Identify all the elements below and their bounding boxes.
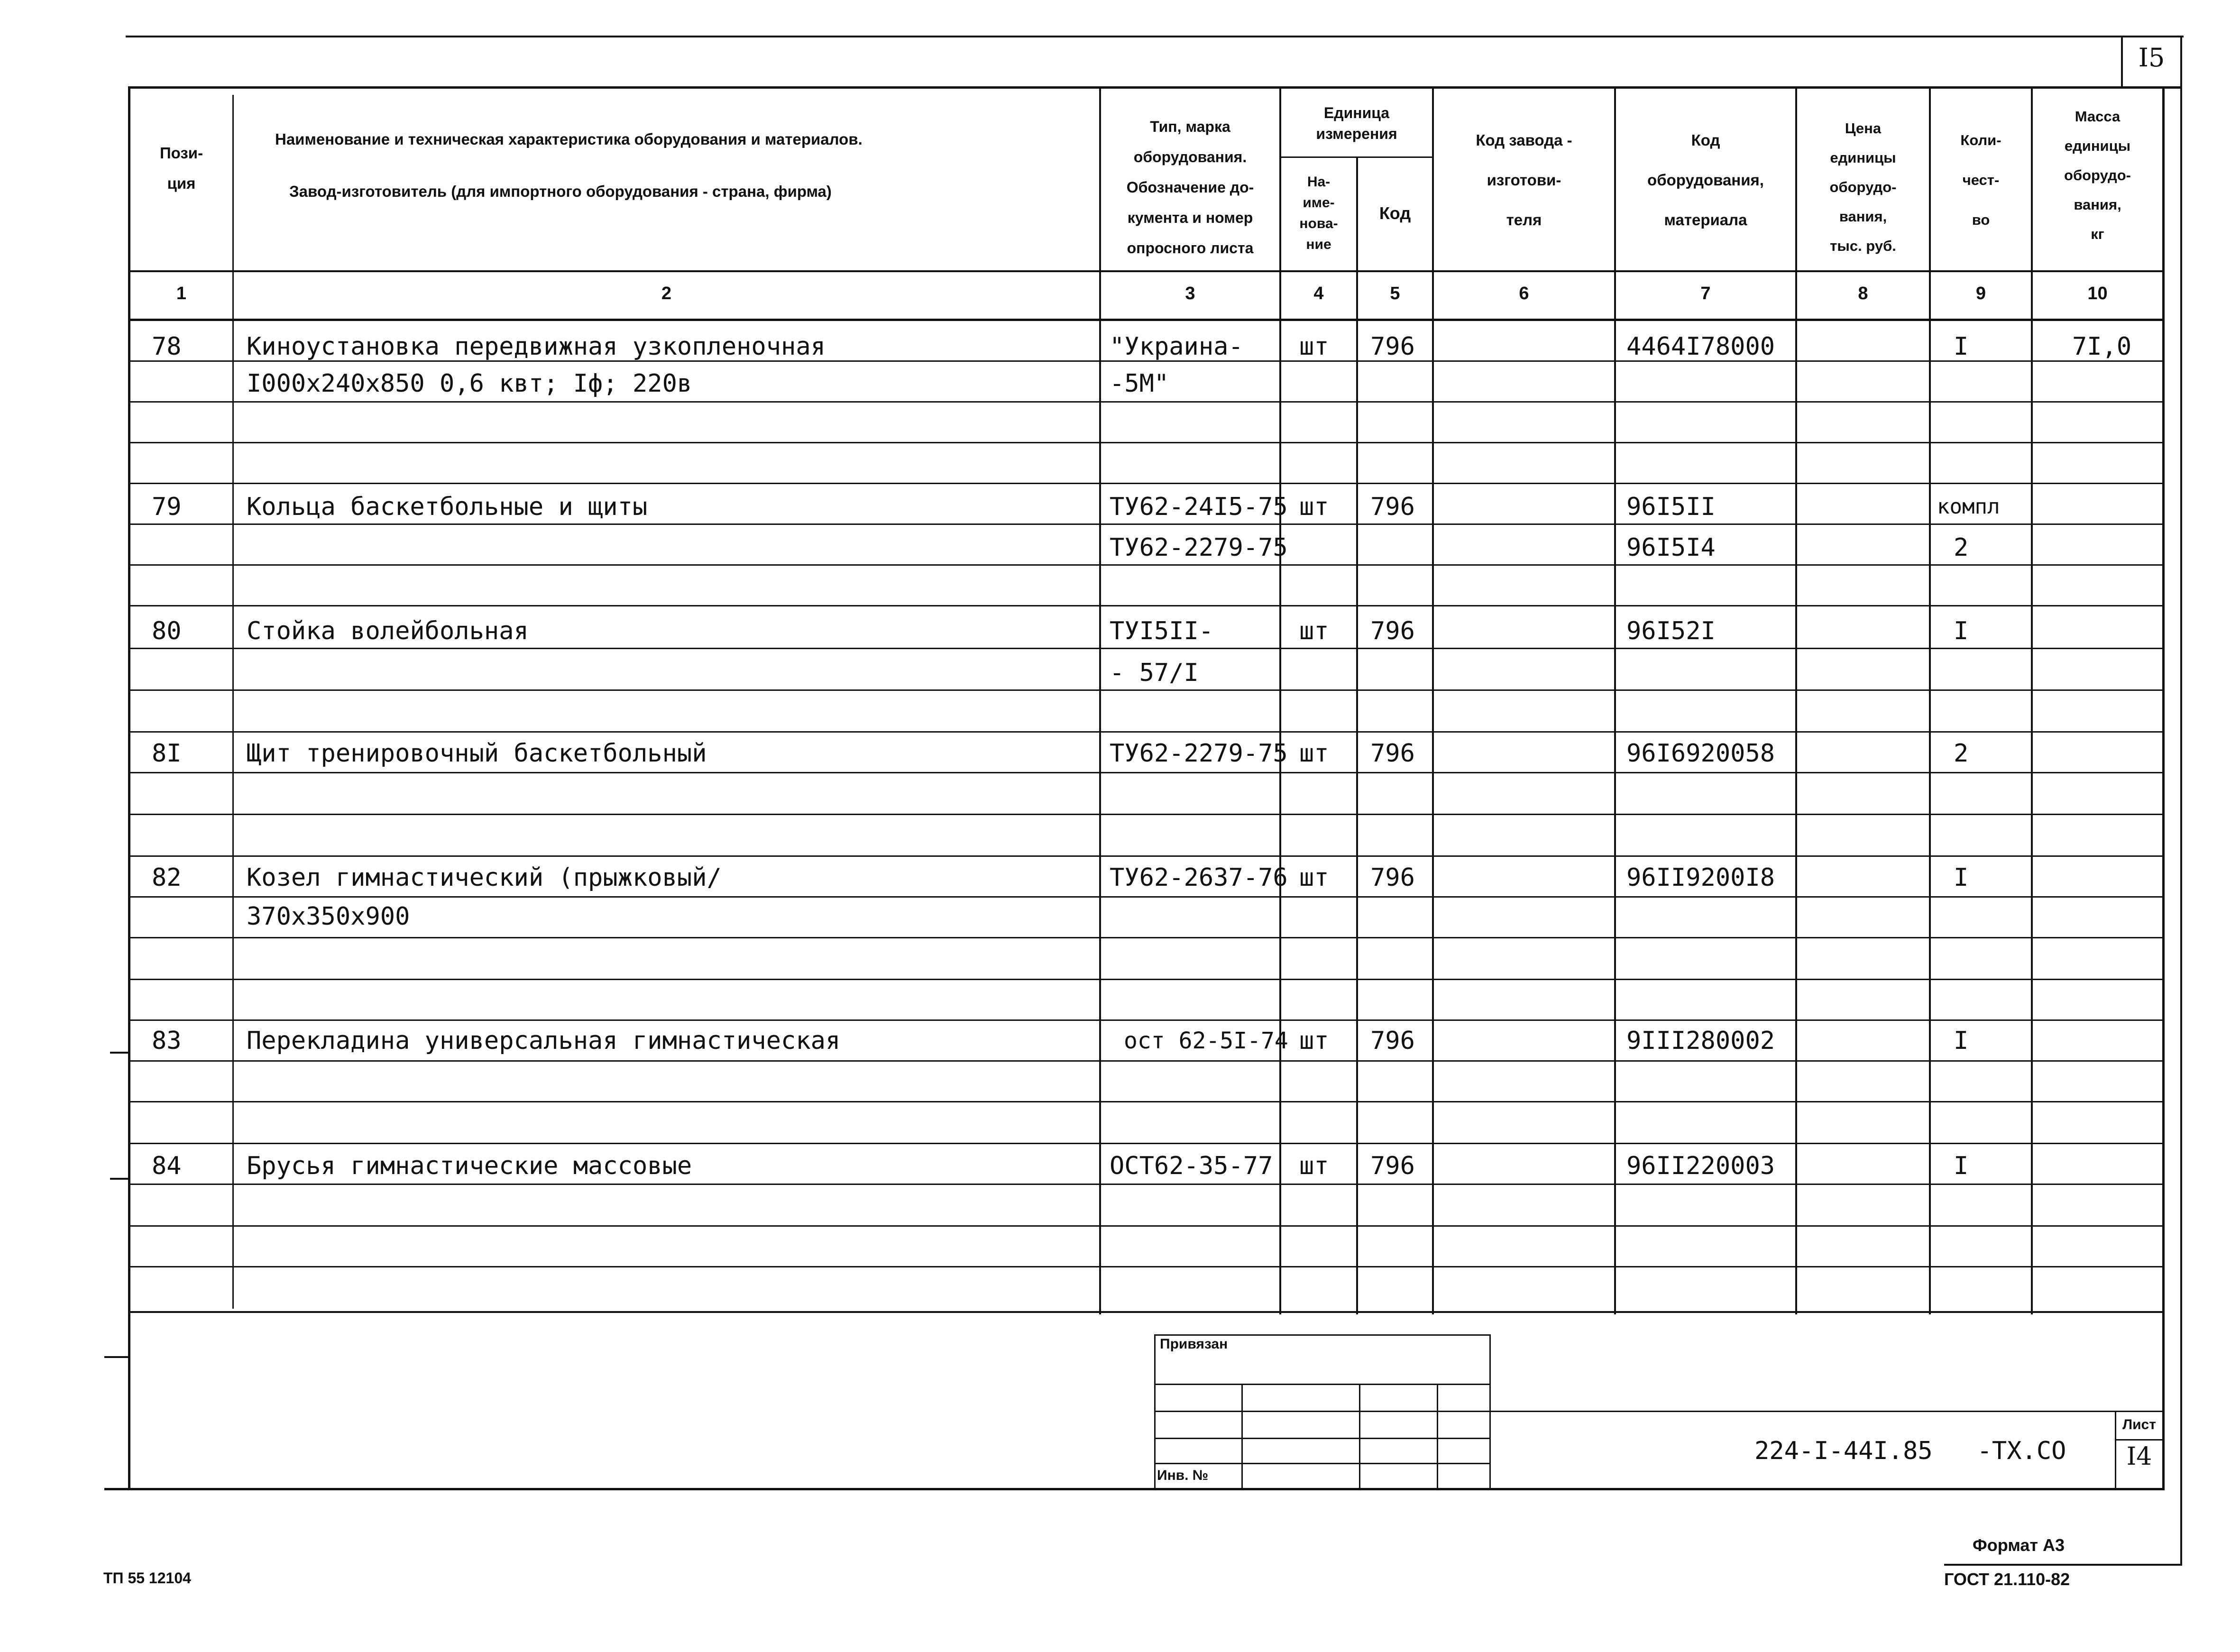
table-right-border: [2162, 86, 2165, 1490]
row-position: 79: [152, 493, 182, 521]
row-quantity: I: [1954, 863, 1969, 892]
row-material-code: 96II220003: [1626, 1152, 1775, 1180]
row-material-code: 96I52I: [1626, 617, 1716, 645]
header-bottom-line: [128, 270, 2165, 272]
page-number: I5: [2138, 43, 2165, 73]
col-line-6: [1614, 86, 1616, 1314]
row-material-code: 96I6920058: [1626, 739, 1775, 768]
header-unit-name: На- име- нова- ние: [1299, 174, 1338, 252]
header-name-line1: Наименование и техническая характеристика оборудования и материалов.: [275, 130, 863, 148]
row-unit: шт: [1299, 617, 1329, 645]
row-type: ост 62-5I-74: [1124, 1028, 1288, 1054]
sheet-box-line: [2115, 1439, 2165, 1441]
stamp-line: [1154, 1384, 1491, 1385]
row-position: 8I: [152, 739, 182, 768]
row-name: Щит тренировочный баскетбольный: [247, 739, 707, 768]
col-line-3: [1279, 86, 1281, 1314]
row-name: Стойка волейбольная: [247, 617, 529, 645]
row-unit: шт: [1299, 739, 1329, 768]
row-name: Брусья гимнастические массовые: [247, 1152, 692, 1180]
table-bottom-border: [104, 1488, 2165, 1490]
row-position: 84: [152, 1152, 182, 1180]
format-label: Формат А3: [1973, 1535, 2065, 1555]
row-name: 370x350x900: [247, 902, 410, 931]
row-material-code: 9III280002: [1626, 1027, 1775, 1055]
row-position: 78: [152, 332, 182, 361]
col-number: 8: [1858, 284, 1868, 303]
row-line: [128, 1225, 2165, 1227]
header-name-line2: Завод-изготовитель (для импортного оборудования - страна, фирма): [289, 183, 832, 200]
row-name: Кольца баскетбольные и щиты: [247, 493, 648, 521]
col-line-8: [1929, 86, 1931, 1314]
row-name: Киноустановка передвижная узкопленочная: [247, 332, 826, 361]
row-name: Перекладина универсальная гимнастическая: [247, 1027, 841, 1055]
unit-group-line: [1279, 156, 1432, 158]
stamp-vline: [1241, 1384, 1243, 1488]
top-rule: [126, 36, 2184, 37]
table-body-bottom: [128, 1311, 2165, 1313]
row-quantity: компл: [1937, 495, 2000, 519]
left-code: ТП 55 12104: [103, 1569, 191, 1587]
col-number: 5: [1390, 284, 1400, 303]
row-material-code: 96I5II: [1626, 493, 1716, 521]
row-position: 82: [152, 863, 182, 892]
row-position: 83: [152, 1027, 182, 1055]
row-position: 80: [152, 617, 182, 645]
col-number: 9: [1975, 284, 1986, 303]
stamp-line: [1154, 1463, 1491, 1464]
header-unit-code: Код: [1379, 203, 1411, 223]
header-price: Цена единицы оборудо- вания, тыс. руб.: [1829, 120, 1897, 254]
margin-tick: [104, 1356, 128, 1358]
row-type: ТУ62-2279-75: [1110, 739, 1288, 768]
row-name: I000x240x850 0,6 квт; Iф; 220в: [247, 369, 692, 398]
row-mass: 7I,0: [2072, 332, 2132, 361]
sheet-number: I4: [2126, 1442, 2152, 1471]
margin-tick: [110, 1052, 128, 1054]
header-type: Тип, марка оборудования. Обозначение до- кумента и номер опросного листа: [1126, 118, 1254, 257]
margin-tick: [110, 1178, 128, 1180]
row-line: [128, 483, 2165, 484]
row-unit-code: 796: [1370, 1152, 1415, 1180]
col-line-4: [1356, 156, 1358, 1314]
stamp-line: [1154, 1411, 2165, 1412]
row-unit: шт: [1299, 1027, 1329, 1055]
row-line: [128, 731, 2165, 733]
stamp-vline: [1437, 1384, 1438, 1488]
col-line-9: [2031, 86, 2033, 1314]
header-unit-group: Единица измерения: [1316, 104, 1397, 142]
col-number: 3: [1185, 284, 1195, 303]
row-name: Козел гимнастический (прыжковый/: [247, 863, 722, 892]
row-type: "Украина-: [1110, 332, 1243, 361]
row-quantity: 2: [1954, 739, 1969, 768]
row-line: [128, 979, 2165, 980]
row-unit-code: 796: [1370, 739, 1415, 768]
row-type: ОСТ62-35-77: [1110, 1152, 1273, 1180]
row-quantity: I: [1954, 1152, 1969, 1180]
row-type: - 57/I: [1110, 659, 1199, 687]
col-line-2: [1099, 86, 1101, 1314]
row-unit-code: 796: [1370, 493, 1415, 521]
col-number: 2: [661, 284, 672, 303]
row-line: [128, 855, 2165, 857]
row-unit-code: 796: [1370, 617, 1415, 645]
col-number: 4: [1313, 284, 1324, 303]
stamp-vline: [1359, 1384, 1360, 1488]
row-material-code: 4464I78000: [1626, 332, 1775, 361]
col-number: 7: [1700, 284, 1711, 303]
header-mass: Масса единицы оборудо- вания, кг: [2064, 108, 2131, 242]
colnum-bottom-line: [128, 319, 2165, 321]
row-line: [128, 442, 2165, 443]
gost-label: ГОСТ 21.110-82: [1944, 1569, 2070, 1589]
row-line: [128, 605, 2165, 606]
row-unit: шт: [1299, 1152, 1329, 1180]
stamp-inv-no: Инв. №: [1157, 1468, 1209, 1483]
stamp-line: [1154, 1438, 1491, 1439]
row-unit-code: 796: [1370, 332, 1415, 361]
row-material-code: 96II9200I8: [1626, 863, 1775, 892]
row-unit-code: 796: [1370, 1027, 1415, 1055]
col-line-1: [232, 95, 234, 1309]
stamp-privyazan: Привязан: [1160, 1336, 1228, 1352]
header-quantity: Коли- чест- во: [1960, 132, 2001, 228]
col-number: 1: [176, 284, 187, 303]
row-type: ТУ62-2637-76: [1110, 863, 1288, 892]
col-line-7: [1795, 86, 1797, 1314]
row-type: ТУ62-24I5-75: [1110, 493, 1288, 521]
row-quantity: 2: [1954, 533, 1969, 562]
row-type: ТУ62-2279-75: [1110, 533, 1288, 562]
row-unit: шт: [1299, 493, 1329, 521]
col-number: 10: [2087, 284, 2108, 303]
row-line: [128, 1101, 2165, 1102]
header-material-code: Код оборудования, материала: [1647, 131, 1764, 229]
row-unit: шт: [1299, 332, 1329, 361]
row-line: [128, 814, 2165, 815]
row-unit: шт: [1299, 863, 1329, 892]
header-manufacturer-code: Код завода - изготови- теля: [1476, 131, 1572, 229]
col-line-5: [1432, 86, 1434, 1314]
right-frame-line: [2180, 36, 2182, 1565]
row-quantity: I: [1954, 332, 1969, 361]
table-top-border: [128, 86, 2182, 89]
row-material-code: 96I5I4: [1626, 533, 1716, 562]
row-quantity: I: [1954, 617, 1969, 645]
col-number: 6: [1519, 284, 1529, 303]
footer-rule: [1944, 1564, 2182, 1566]
row-line: [128, 937, 2165, 938]
row-quantity: I: [1954, 1027, 1969, 1055]
header-position: Пози- ция: [159, 144, 203, 192]
row-type: ТУI5II-: [1110, 617, 1214, 645]
row-line: [128, 1266, 2165, 1267]
row-unit-code: 796: [1370, 863, 1415, 892]
row-type: -5М": [1110, 369, 1169, 398]
document-code: 224-I-44I.85 -ТХ.СО: [1754, 1437, 2066, 1465]
sheet-label: Лист: [2122, 1417, 2156, 1432]
row-line: [128, 1143, 2165, 1144]
